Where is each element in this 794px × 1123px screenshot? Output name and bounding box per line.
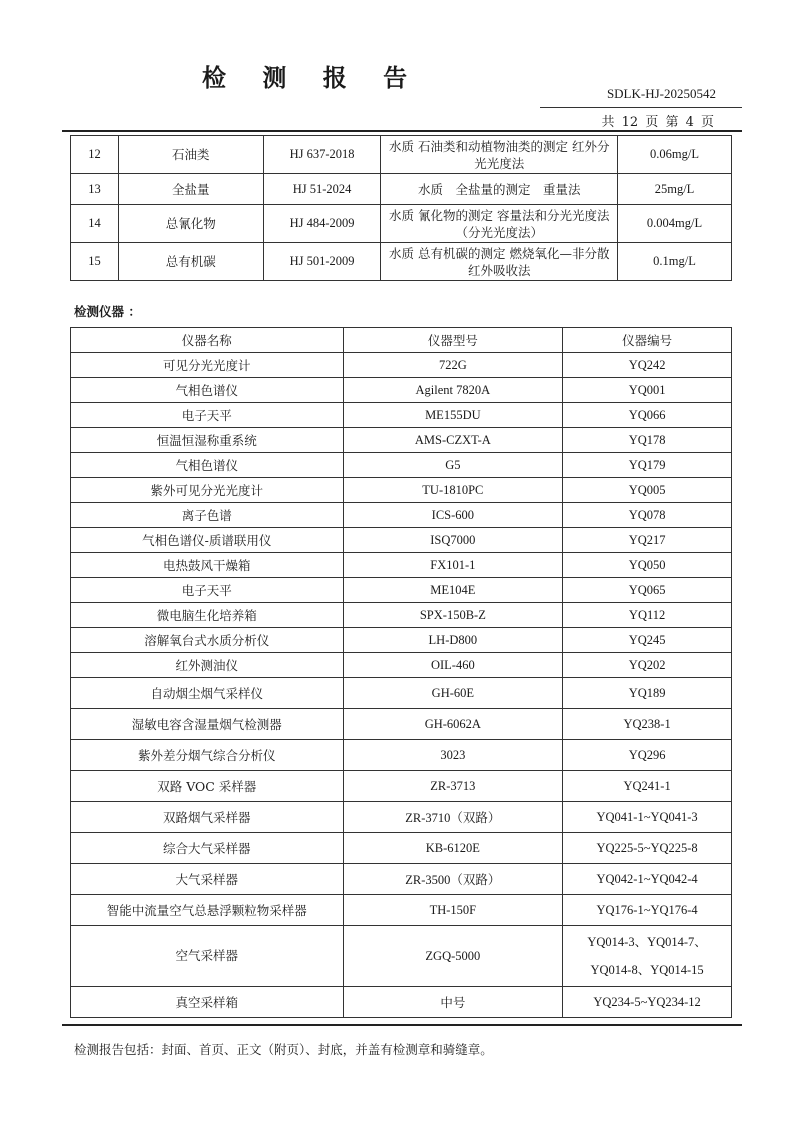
detection-limit: 0.06mg/L	[618, 136, 732, 174]
instrument-id: YQ202	[563, 653, 732, 678]
instrument-name: 恒温恒湿称重系统	[71, 428, 344, 453]
instrument-id: YQ238-1	[563, 709, 732, 740]
instrument-model: ZR-3713	[343, 771, 563, 802]
instrument-id: YQ225-5~YQ225-8	[563, 833, 732, 864]
method-name: 水质 总有机碳的测定 燃烧氧化—非分散红外吸收法	[381, 243, 618, 281]
report-number: SDLK-HJ-20250542	[606, 86, 716, 101]
instrument-model: OIL-460	[343, 653, 563, 678]
instrument-name: 溶解氧台式水质分析仪	[71, 628, 344, 653]
instrument-model: G5	[343, 453, 563, 478]
instrument-id: YQ179	[563, 453, 732, 478]
instrument-model: SPX-150B-Z	[343, 603, 563, 628]
instrument-name: 电热鼓风干燥箱	[71, 553, 344, 578]
instrument-name: 气相色谱仪-质谱联用仪	[71, 528, 344, 553]
instrument-id: YQ041-1~YQ041-3	[563, 802, 732, 833]
instrument-model: 722G	[343, 353, 563, 378]
header-rule	[62, 130, 742, 132]
detection-limit: 25mg/L	[618, 174, 732, 205]
table-row	[71, 709, 732, 740]
row-number: 15	[71, 243, 119, 281]
instrument-name: 智能中流量空气总悬浮颗粒物采样器	[71, 895, 344, 926]
instruments-table	[70, 327, 732, 1018]
instrument-id: YQ176-1~YQ176-4	[563, 895, 732, 926]
instrument-id: YQ241-1	[563, 771, 732, 802]
instrument-id: YQ189	[563, 678, 732, 709]
instrument-model: AMS-CZXT-A	[343, 428, 563, 453]
table-row	[71, 478, 732, 503]
table-row	[71, 174, 732, 205]
table-row	[71, 895, 732, 926]
instrument-name: 湿敏电容含湿量烟气检测器	[71, 709, 344, 740]
instrument-id: YQ005	[563, 478, 732, 503]
standard-code: HJ 484-2009	[263, 205, 381, 243]
instrument-id: YQ234-5~YQ234-12	[563, 987, 732, 1018]
instrument-model: ME104E	[343, 578, 563, 603]
table-row	[71, 453, 732, 478]
table-row	[71, 926, 732, 987]
table-row	[71, 353, 732, 378]
instrument-id: YQ066	[563, 403, 732, 428]
instrument-model: FX101-1	[343, 553, 563, 578]
table-row	[71, 528, 732, 553]
instrument-id: YQ078	[563, 503, 732, 528]
table-row	[71, 864, 732, 895]
table-header-row	[71, 328, 732, 353]
table-row	[71, 378, 732, 403]
method-name: 水质 氰化物的测定 容量法和分光光度法（分光光度法）	[381, 205, 618, 243]
table-row	[71, 428, 732, 453]
table-row	[71, 802, 732, 833]
instrument-name: 紫外差分烟气综合分析仪	[71, 740, 344, 771]
table-row	[71, 771, 732, 802]
instrument-name: 自动烟尘烟气采样仪	[71, 678, 344, 709]
table-row	[71, 678, 732, 709]
test-item: 全盐量	[118, 174, 263, 205]
instrument-name: 大气采样器	[71, 864, 344, 895]
instrument-name: 电子天平	[71, 403, 344, 428]
standard-code: HJ 51-2024	[263, 174, 381, 205]
instrument-name: 真空采样箱	[71, 987, 344, 1018]
instrument-model: ISQ7000	[343, 528, 563, 553]
instruments-section-label: 检测仪器 ：	[74, 304, 141, 319]
test-item: 总氰化物	[118, 205, 263, 243]
table-row	[71, 603, 732, 628]
instrument-id: YQ001	[563, 378, 732, 403]
instrument-model: TH-150F	[343, 895, 563, 926]
test-item: 石油类	[118, 136, 263, 174]
instrument-model: 3023	[343, 740, 563, 771]
instrument-model: GH-60E	[343, 678, 563, 709]
instrument-name: 双路 VOC 采样器	[71, 771, 344, 802]
detection-limit: 0.1mg/L	[618, 243, 732, 281]
row-number: 14	[71, 205, 119, 243]
header-divider	[540, 107, 742, 108]
table-row	[71, 833, 732, 864]
instrument-id: YQ242	[563, 353, 732, 378]
instrument-model: ICS-600	[343, 503, 563, 528]
instrument-model: ZR-3500（双路）	[343, 864, 563, 895]
instrument-model: 中号	[343, 987, 563, 1018]
instrument-id: YQ217	[563, 528, 732, 553]
table-row	[71, 740, 732, 771]
table-row	[71, 987, 732, 1018]
instrument-name: 微电脑生化培养箱	[71, 603, 344, 628]
instrument-model: LH-D800	[343, 628, 563, 653]
detection-limit: 0.004mg/L	[618, 205, 732, 243]
standard-code: HJ 637-2018	[263, 136, 381, 174]
test-item: 总有机碳	[118, 243, 263, 281]
table-row	[71, 503, 732, 528]
instrument-name: 空气采样器	[71, 926, 344, 987]
instrument-id-line: YQ014-8、YQ014-15	[590, 963, 704, 977]
instrument-id: YQ050	[563, 553, 732, 578]
report-title: 检 测 报 告	[202, 63, 422, 92]
table-row	[71, 243, 732, 281]
instrument-name: 红外测油仪	[71, 653, 344, 678]
instrument-name: 可见分光光度计	[71, 353, 344, 378]
instrument-id: YQ245	[563, 628, 732, 653]
instrument-name: 离子色谱	[71, 503, 344, 528]
instrument-id: YQ296	[563, 740, 732, 771]
table-row	[71, 553, 732, 578]
instrument-name: 电子天平	[71, 578, 344, 603]
instrument-id: YQ065	[563, 578, 732, 603]
method-name: 水质 石油类和动植物油类的测定 红外分光光度法	[381, 136, 618, 174]
instrument-name: 紫外可见分光光度计	[71, 478, 344, 503]
row-number: 13	[71, 174, 119, 205]
table-row	[71, 653, 732, 678]
instrument-model: TU-1810PC	[343, 478, 563, 503]
standard-code: HJ 501-2009	[263, 243, 381, 281]
instrument-model: ME155DU	[343, 403, 563, 428]
instrument-id-line: YQ014-3、YQ014-7、	[587, 935, 707, 949]
table-row	[71, 136, 732, 174]
instrument-model: KB-6120E	[343, 833, 563, 864]
table-row	[71, 578, 732, 603]
instrument-model: GH-6062A	[343, 709, 563, 740]
method-name: 水质 全盐量的测定 重量法	[381, 174, 618, 205]
instrument-id	[563, 926, 732, 987]
column-header-model: 仪器型号	[343, 328, 563, 353]
instrument-id: YQ042-1~YQ042-4	[563, 864, 732, 895]
instrument-name: 双路烟气采样器	[71, 802, 344, 833]
instrument-model: ZGQ-5000	[343, 926, 563, 987]
instrument-model: Agilent 7820A	[343, 378, 563, 403]
instrument-model: ZR-3710（双路）	[343, 802, 563, 833]
method-table	[70, 135, 732, 281]
table-row	[71, 205, 732, 243]
table-row	[71, 628, 732, 653]
footer-note: 检测报告包括：封面、首页、正文（附页）、封底，并盖有检测章和骑缝章。	[74, 1042, 493, 1057]
instrument-name: 气相色谱仪	[71, 453, 344, 478]
column-header-name: 仪器名称	[71, 328, 344, 353]
column-header-id: 仪器编号	[563, 328, 732, 353]
instrument-id: YQ112	[563, 603, 732, 628]
instrument-id: YQ178	[563, 428, 732, 453]
page-info: 共 12 页 第 4 页	[601, 115, 714, 130]
table-row	[71, 403, 732, 428]
instrument-name: 综合大气采样器	[71, 833, 344, 864]
footer-rule	[62, 1024, 742, 1026]
instrument-name: 气相色谱仪	[71, 378, 344, 403]
row-number: 12	[71, 136, 119, 174]
